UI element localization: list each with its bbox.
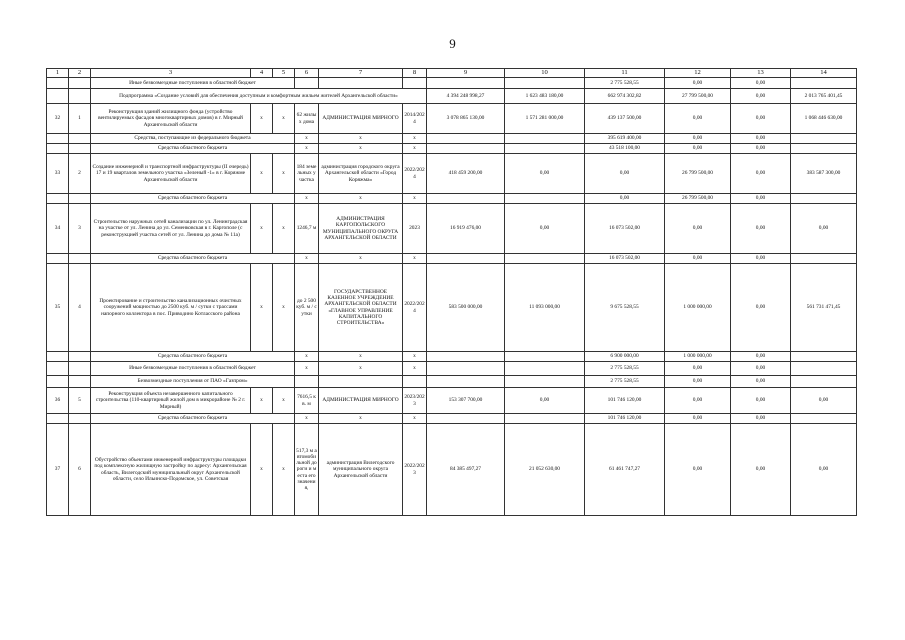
cell-c7: АДМИНИСТРАЦИЯ МИРНОГО xyxy=(319,388,403,414)
cell-c2 xyxy=(69,89,91,104)
sub-row xyxy=(47,376,857,388)
cell-c11: 0,00 xyxy=(585,154,665,194)
table-row xyxy=(47,388,857,414)
column-header: 5 xyxy=(273,69,295,78)
cell-c8: x xyxy=(403,144,427,154)
cell-c4: x xyxy=(251,104,273,134)
cell-c7: АДМИНИСТРАЦИЯ МИРНОГО xyxy=(319,104,403,134)
cell-c14: 1 068 446 630,00 xyxy=(791,104,857,134)
cell-c14 xyxy=(791,78,857,89)
cell-c11: 43 518 100,00 xyxy=(585,144,665,154)
cell-c2 xyxy=(69,414,91,424)
cell-c8: 2022/2024 xyxy=(403,264,427,352)
sub-row xyxy=(47,414,857,424)
cell-c8: x xyxy=(403,134,427,144)
cell-c8: 2022/2023 xyxy=(403,424,427,516)
cell-c11: 101 746 120,00 xyxy=(585,388,665,414)
sub-row xyxy=(47,254,857,264)
sub-row xyxy=(47,352,857,362)
cell-c2 xyxy=(69,352,91,362)
sub-row xyxy=(47,144,857,154)
cell-name: Создание инженерной и транспортной инфраструктуры (II очередь) 17 и 19 кварталов земельного участка «Зеленый -1» в г. Коряжме Архангельской области xyxy=(91,154,251,194)
cell-c9: 418 459 200,00 xyxy=(427,154,505,194)
cell-c10 xyxy=(505,134,585,144)
cell-c9: 16 919 476,00 xyxy=(427,204,505,254)
header-row xyxy=(47,69,857,78)
cell-c4: x xyxy=(251,424,273,516)
cell-c10: 1 571 281 000,00 xyxy=(505,104,585,134)
cell-c10 xyxy=(505,254,585,264)
cell-c12: 0,00 xyxy=(665,78,731,89)
cell-c14: 561 731 471,45 xyxy=(791,264,857,352)
cell-c5: x xyxy=(273,264,295,352)
cell-c14 xyxy=(791,362,857,376)
cell-c2: 4 xyxy=(69,264,91,352)
cell-c7: x xyxy=(319,194,403,204)
cell-c11: 662 974 302,82 xyxy=(585,89,665,104)
column-header: 11 xyxy=(585,69,665,78)
cell-c7: x xyxy=(319,134,403,144)
cell-c10 xyxy=(505,414,585,424)
cell-c4: x xyxy=(251,264,273,352)
cell-c12: 0,00 xyxy=(665,424,731,516)
cell-name: Иные безвозмездные поступления в областной бюджет xyxy=(91,362,295,376)
cell-c1 xyxy=(47,134,69,144)
cell-c2 xyxy=(69,144,91,154)
cell-c2: 2 xyxy=(69,154,91,194)
column-header: 12 xyxy=(665,69,731,78)
cell-c6: 62 жилы х дома xyxy=(295,104,319,134)
cell-c1 xyxy=(47,78,69,89)
cell-name: Реконструкция объекта незавершенного капитального строительства (110-квартирный жилой дом в микрорайоне № 2 г. Мирный) xyxy=(91,388,251,414)
cell-c6: до 2 500 куб. м / сутки xyxy=(295,264,319,352)
cell-c4: x xyxy=(251,388,273,414)
cell-c1 xyxy=(47,362,69,376)
column-header: 13 xyxy=(731,69,791,78)
cell-name: Средства областного бюджета xyxy=(91,194,295,204)
cell-c6: x xyxy=(295,194,319,204)
cell-c13: 0,00 xyxy=(731,362,791,376)
column-header: 10 xyxy=(505,69,585,78)
cell-c11: 6 900 000,00 xyxy=(585,352,665,362)
cell-name: Средства областного бюджета xyxy=(91,352,295,362)
table-row xyxy=(47,264,857,352)
cell-c8: 2022/2024 xyxy=(403,154,427,194)
cell-name: Средства, поступающие из федерального бюджета xyxy=(91,134,295,144)
cell-c11: 101 746 120,00 xyxy=(585,414,665,424)
cell-name: Обустройство объектами инженерной инфраструктуры площадки под комплексную жилищную застройку по адресу: Архангельская область, Вилегодский муниципальный округ Архангельской области, село Ильинско-Подомское, ул. Советская xyxy=(91,424,251,516)
cell-c12: 0,00 xyxy=(665,254,731,264)
cell-name: Средства областного бюджета xyxy=(91,254,295,264)
cell-c12: 0,00 xyxy=(665,204,731,254)
sub-row xyxy=(47,134,857,144)
cell-c8: 2023/2023 xyxy=(403,388,427,414)
table-row xyxy=(47,424,857,516)
cell-c5: x xyxy=(273,424,295,516)
cell-c10 xyxy=(505,362,585,376)
cell-c11: 439 137 500,00 xyxy=(585,104,665,134)
cell-c7: x xyxy=(319,254,403,264)
cell-c14 xyxy=(791,134,857,144)
cell-name: Проектирование и строительство канализационных очистных сооружений мощностью до 2500 куб. м / сутки с трассами напорного коллектора в пос. Приводино Котласского района xyxy=(91,264,251,352)
cell-c9: 153 307 700,00 xyxy=(427,388,505,414)
cell-c10: 11 093 000,00 xyxy=(505,264,585,352)
cell-name: Иные безвозмездные поступления в областной бюджет xyxy=(91,78,295,89)
cell-c13: 0,00 xyxy=(731,376,791,388)
cell-c10 xyxy=(505,376,585,388)
cell-c2 xyxy=(69,376,91,388)
cell-c6: x xyxy=(295,352,319,362)
cell-c9 xyxy=(427,362,505,376)
cell-c11: 2 775 528,55 xyxy=(585,376,665,388)
cell-c12: 1 000 000,00 xyxy=(665,264,731,352)
column-header: 7 xyxy=(319,69,403,78)
cell-c7: x xyxy=(319,414,403,424)
cell-c5: x xyxy=(273,204,295,254)
cell-c14: 383 587 300,00 xyxy=(791,154,857,194)
cell-c7 xyxy=(319,78,403,89)
cell-c13: 0,00 xyxy=(731,254,791,264)
cell-c4: x xyxy=(251,204,273,254)
cell-c11: 9 675 528,55 xyxy=(585,264,665,352)
cell-c12: 0,00 xyxy=(665,388,731,414)
cell-c2: 1 xyxy=(69,104,91,134)
cell-c10 xyxy=(505,78,585,89)
cell-c6: 184 земельных участка xyxy=(295,154,319,194)
cell-c2 xyxy=(69,254,91,264)
table-row xyxy=(47,104,857,134)
cell-c9: 3 078 865 130,00 xyxy=(427,104,505,134)
cell-c10: 0,00 xyxy=(505,388,585,414)
cell-c5: x xyxy=(273,154,295,194)
cell-c10: 0,00 xyxy=(505,154,585,194)
cell-name: Средства областного бюджета xyxy=(91,414,295,424)
cell-c1 xyxy=(47,414,69,424)
cell-c14 xyxy=(791,352,857,362)
column-header: 8 xyxy=(403,69,427,78)
column-header: 1 xyxy=(47,69,69,78)
cell-c12: 0,00 xyxy=(665,104,731,134)
cell-c13: 0,00 xyxy=(731,352,791,362)
column-header: 14 xyxy=(791,69,857,78)
cell-c8: 2023 xyxy=(403,204,427,254)
cell-c9 xyxy=(427,254,505,264)
cell-c12: 26 799 500,00 xyxy=(665,194,731,204)
sub-row xyxy=(47,362,857,376)
cell-c11: 2 775 528,55 xyxy=(585,78,665,89)
cell-c6 xyxy=(295,78,319,89)
cell-c10 xyxy=(505,144,585,154)
cell-c11: 2 775 528,55 xyxy=(585,362,665,376)
cell-c2 xyxy=(69,78,91,89)
cell-name: Безвозмездные поступления от ПАО «Газпром» xyxy=(91,376,295,388)
column-header: 4 xyxy=(251,69,273,78)
cell-c13: 0,00 xyxy=(731,194,791,204)
program-row xyxy=(47,89,857,104)
cell-c9: 84 385 497,27 xyxy=(427,424,505,516)
cell-c10: 0,00 xyxy=(505,204,585,254)
column-header: 9 xyxy=(427,69,505,78)
cell-c9 xyxy=(427,194,505,204)
cell-c7: АДМИНИСТРАЦИЯ КАРГОПОЛЬСКОГО МУНИЦИПАЛЬНОГО ОКРУГА АРХАНГЕЛЬСКОЙ ОБЛАСТИ xyxy=(319,204,403,254)
cell-c12: 0,00 xyxy=(665,376,731,388)
cell-c14: 2 013 765 401,45 xyxy=(791,89,857,104)
cell-c2 xyxy=(69,134,91,144)
cell-c2: 6 xyxy=(69,424,91,516)
column-header: 2 xyxy=(69,69,91,78)
cell-c13: 0,00 xyxy=(731,154,791,194)
cell-c8 xyxy=(403,376,427,388)
cell-c1: 33 xyxy=(47,154,69,194)
sub-row xyxy=(47,194,857,204)
cell-c9 xyxy=(427,134,505,144)
cell-c8: x xyxy=(403,254,427,264)
cell-c11: 395 619 400,00 xyxy=(585,134,665,144)
cell-c14: 0,00 xyxy=(791,204,857,254)
cell-c2 xyxy=(69,194,91,204)
cell-c7: администрация Вилегодского муниципального округа Архангельской области xyxy=(319,424,403,516)
cell-c6: x xyxy=(295,134,319,144)
budget-table xyxy=(46,68,857,516)
cell-c1 xyxy=(47,144,69,154)
cell-c11: 16 073 502,00 xyxy=(585,254,665,264)
cell-c12: 1 000 000,00 xyxy=(665,352,731,362)
cell-c7: x xyxy=(319,144,403,154)
cell-c6: 7616,5 кв. м xyxy=(295,388,319,414)
cell-c5: x xyxy=(273,388,295,414)
cell-name: Реконструкция зданий жилищного фонда (устройство вентилируемых фасадов многоквартирных домов) в г. Мирный Архангельской области xyxy=(91,104,251,134)
cell-name: Средства областного бюджета xyxy=(91,144,295,154)
cell-c12: 26 799 500,00 xyxy=(665,154,731,194)
cell-c7: администрация городского округа Архангельской области «Город Коряжма» xyxy=(319,154,403,194)
cell-c6 xyxy=(295,376,319,388)
cell-c13: 0,00 xyxy=(731,134,791,144)
cell-c1: 35 xyxy=(47,264,69,352)
cell-c11: 0,00 xyxy=(585,194,665,204)
cell-c1: 36 xyxy=(47,388,69,414)
column-header: 6 xyxy=(295,69,319,78)
cell-c9: 583 500 000,00 xyxy=(427,264,505,352)
cell-c9 xyxy=(427,376,505,388)
cell-c9 xyxy=(427,352,505,362)
cell-c1 xyxy=(47,376,69,388)
cell-c9: 4 394 248 998,27 xyxy=(427,89,505,104)
cell-c7: ГОСУДАРСТВЕННОЕ КАЗЕННОЕ УЧРЕЖДЕНИЕ АРХАНГЕЛЬСКОЙ ОБЛАСТИ «ГЛАВНОЕ УПРАВЛЕНИЕ КАПИТАЛЬНОГО СТРОИТЕЛЬСТВА» xyxy=(319,264,403,352)
table-row xyxy=(47,204,857,254)
sub-row xyxy=(47,78,857,89)
cell-c13: 0,00 xyxy=(731,264,791,352)
cell-c14 xyxy=(791,194,857,204)
cell-c8: x xyxy=(403,194,427,204)
page-number: 9 xyxy=(449,36,456,51)
cell-c14 xyxy=(791,254,857,264)
cell-c1 xyxy=(47,352,69,362)
cell-c2: 3 xyxy=(69,204,91,254)
cell-c13: 0,00 xyxy=(731,204,791,254)
table-row xyxy=(47,154,857,194)
column-header: 3 xyxy=(91,69,251,78)
cell-c13: 0,00 xyxy=(731,388,791,414)
cell-c8: x xyxy=(403,362,427,376)
cell-c12: 0,00 xyxy=(665,144,731,154)
cell-c1: 37 xyxy=(47,424,69,516)
cell-c9 xyxy=(427,78,505,89)
cell-c1 xyxy=(47,254,69,264)
cell-c14: 0,00 xyxy=(791,424,857,516)
cell-c13: 0,00 xyxy=(731,424,791,516)
cell-c13: 0,00 xyxy=(731,414,791,424)
cell-c10 xyxy=(505,194,585,204)
cell-c11: 61 461 747,27 xyxy=(585,424,665,516)
cell-c6: x xyxy=(295,254,319,264)
cell-c13: 0,00 xyxy=(731,89,791,104)
cell-c6: x xyxy=(295,144,319,154)
cell-name: Строительство наружных сетей канализации по ул. Ленинградская на участке от ул. Ленина до ул. Семенковская в г. Каргополе (с реконструкцией участка сетей от ул. Ленина до дома № 11а) xyxy=(91,204,251,254)
cell-c1: 34 xyxy=(47,204,69,254)
cell-c7 xyxy=(319,376,403,388)
cell-c11: 16 073 502,00 xyxy=(585,204,665,254)
cell-c9 xyxy=(427,144,505,154)
cell-c13: 0,00 xyxy=(731,104,791,134)
cell-c2 xyxy=(69,362,91,376)
cell-c2: 5 xyxy=(69,388,91,414)
cell-c8: x xyxy=(403,414,427,424)
cell-c6: x xyxy=(295,414,319,424)
cell-c4: x xyxy=(251,154,273,194)
cell-c1: 32 xyxy=(47,104,69,134)
cell-c1 xyxy=(47,194,69,204)
cell-c14 xyxy=(791,376,857,388)
cell-c6: 517,3 м автомобильной дороги и места его значения, xyxy=(295,424,319,516)
cell-c12: 0,00 xyxy=(665,134,731,144)
cell-c13: 0,00 xyxy=(731,78,791,89)
cell-c1 xyxy=(47,89,69,104)
cell-c9 xyxy=(427,414,505,424)
cell-c10 xyxy=(505,352,585,362)
cell-c12: 0,00 xyxy=(665,414,731,424)
cell-c5: x xyxy=(273,104,295,134)
cell-c8 xyxy=(403,78,427,89)
cell-c7: x xyxy=(319,352,403,362)
cell-c8: x xyxy=(403,352,427,362)
cell-c6: x xyxy=(295,362,319,376)
cell-c6: 1246,7 м xyxy=(295,204,319,254)
cell-c14: 0,00 xyxy=(791,388,857,414)
cell-c13: 0,00 xyxy=(731,144,791,154)
cell-c14 xyxy=(791,144,857,154)
cell-c14 xyxy=(791,414,857,424)
cell-name: Подпрограмма «Создание условий для обеспечения доступным и комфортным жильем жителей Архангельской области» xyxy=(91,89,427,104)
cell-c10: 21 052 630,00 xyxy=(505,424,585,516)
cell-c12: 27 799 500,00 xyxy=(665,89,731,104)
cell-c7: x xyxy=(319,362,403,376)
cell-c8: 2014/2024 xyxy=(403,104,427,134)
cell-c12: 0,00 xyxy=(665,362,731,376)
cell-c10: 1 623 483 180,00 xyxy=(505,89,585,104)
